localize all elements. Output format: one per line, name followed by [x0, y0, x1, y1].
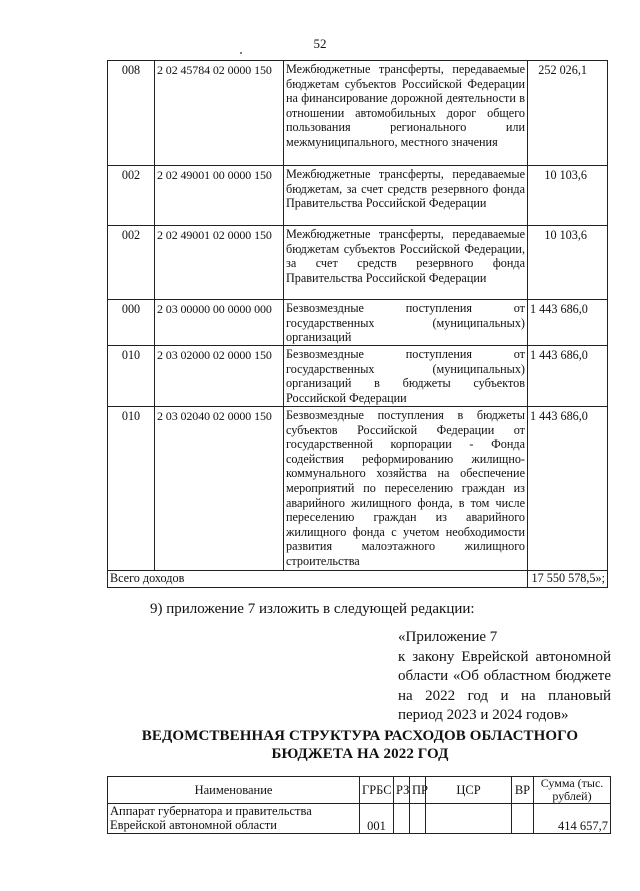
pr-code	[410, 804, 426, 834]
header-pr: ПР	[410, 777, 426, 804]
total-row	[108, 571, 608, 588]
table-row	[108, 346, 608, 407]
header-sum: Сумма (тыс. рублей)	[534, 777, 611, 804]
income-sum: 10 103,6	[528, 166, 608, 226]
expenditure-structure-table	[107, 776, 611, 834]
vr-code	[512, 804, 534, 834]
table-row	[108, 300, 608, 346]
total-sum: 17 550 578,5»;	[528, 571, 608, 588]
heading-line-1: ВЕДОМСТВЕННАЯ СТРУКТУРА РАСХОДОВ ОБЛАСТНОГО	[141, 728, 579, 744]
scan-speck	[240, 52, 242, 54]
income-name: Безвозмездные поступления от государственных (муниципальных) организаций в бюджеты субъектов Российской Федерации	[284, 346, 528, 407]
admin-code: 002	[108, 226, 155, 300]
table-row	[108, 61, 608, 166]
admin-code: 000	[108, 300, 155, 346]
income-name: Межбюджетные трансферты, передаваемые бюджетам субъектов Российской Федерации, за счет средств резервного фонда Правительства Российской Федерации	[284, 226, 528, 300]
income-sum: 10 103,6	[528, 226, 608, 300]
heading-line-2: БЮДЖЕТА НА 2022 ГОД	[271, 746, 449, 762]
budget-classification-code: 2 03 00000 00 0000 000	[155, 300, 284, 346]
annex-line: на 2022 год и на плановый	[398, 687, 611, 704]
section-heading	[100, 727, 620, 763]
income-name: Безвозмездные поступления от государственных (муниципальных) организаций	[284, 300, 528, 346]
header-row	[108, 777, 611, 804]
expenditure-name: Аппарат губернатора и правительства Еврейской автономной области	[108, 804, 360, 834]
annex-line: к закону Еврейской автономной	[398, 648, 611, 665]
annex-line: период 2023 и 2024 годов»	[398, 707, 569, 723]
annex-line: «Приложение 7	[398, 629, 498, 645]
income-name: Безвозмездные поступления в бюджеты субъектов Российской Федерации от государственной корпорации - Фонда содействия реформированию жилищно-коммунального хозяйства на обеспечение мероприятий по переселению граждан из аварийного жилищного фонда, в том числе переселению граждан из аварийного жилищного фонда с учетом необходимости развития малоэтажного жилищного строительства	[284, 407, 528, 571]
admin-code: 008	[108, 61, 155, 166]
income-name: Межбюджетные трансферты, передаваемые бюджетам, за счет средств резервного фонда Правительства Российской Федерации	[284, 166, 528, 226]
header-csr: ЦСР	[426, 777, 512, 804]
header-name: Наименование	[108, 777, 360, 804]
expenditure-sum: 414 657,7	[534, 804, 611, 834]
income-name: Межбюджетные трансферты, передаваемые бюджетам субъектов Российской Федерации на финансирование дорожной деятельности в отношении автомобильных дорог общего пользования регионального или межмуниципального, местного значения	[284, 61, 528, 166]
admin-code: 010	[108, 407, 155, 571]
annex-reference	[398, 628, 611, 726]
income-sum: 1 443 686,0	[528, 300, 608, 346]
budget-classification-code: 2 02 49001 02 0000 150	[155, 226, 284, 300]
total-label: Всего доходов	[108, 571, 528, 588]
header-vr: ВР	[512, 777, 534, 804]
header-rz: РЗ	[394, 777, 410, 804]
income-sum: 252 026,1	[528, 61, 608, 166]
page-number: 52	[313, 36, 327, 51]
table-row	[108, 166, 608, 226]
rz-code	[394, 804, 410, 834]
income-sum: 1 443 686,0	[528, 407, 608, 571]
header-grbs: ГРБС	[360, 777, 394, 804]
grbs-code: 001	[360, 804, 394, 834]
amendment-paragraph: 9) приложение 7 изложить в следующей редакции:	[150, 601, 475, 617]
annex-line: области «Об областном бюджете	[398, 668, 611, 684]
income-sum: 1 443 686,0	[528, 346, 608, 407]
income-table	[107, 60, 608, 588]
table-row	[108, 407, 608, 571]
budget-classification-code: 2 02 49001 00 0000 150	[155, 166, 284, 226]
admin-code: 010	[108, 346, 155, 407]
admin-code: 002	[108, 166, 155, 226]
budget-classification-code: 2 02 45784 02 0000 150	[155, 61, 284, 166]
table-row	[108, 804, 611, 834]
table-row	[108, 226, 608, 300]
budget-classification-code: 2 03 02000 02 0000 150	[155, 346, 284, 407]
csr-code	[426, 804, 512, 834]
budget-classification-code: 2 03 02040 02 0000 150	[155, 407, 284, 571]
